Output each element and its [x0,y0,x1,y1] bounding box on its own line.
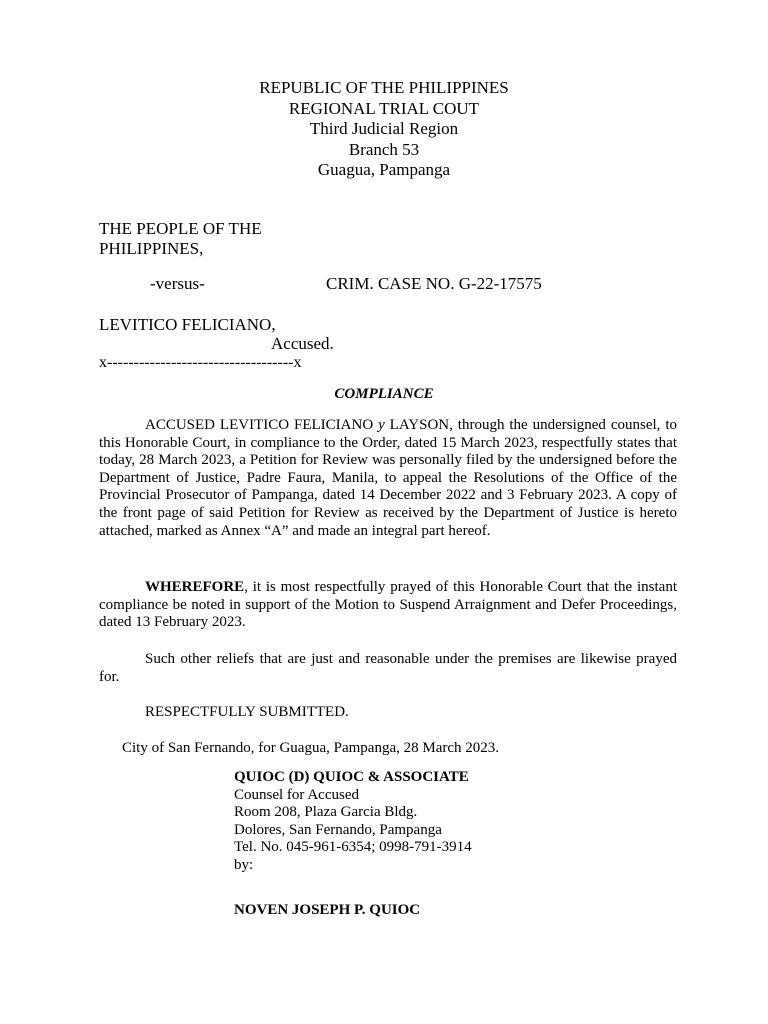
accused-name: LEVITICO FELICIANO, [99,315,276,334]
document-title: COMPLIANCE [334,386,434,402]
court-header [0,78,768,181]
address-line-1: Room 208, Plaza Garcia Bldg. [234,804,418,821]
plaintiff-line-2: PHILIPPINES, [99,239,204,258]
header-location: Guagua, Pampanga [317,160,451,179]
header-region: Third Judicial Region [309,119,459,138]
address-line-2: Dolores, San Fernando, Pampanga [234,821,442,838]
law-firm-name: QUIOC (D) QUIOC & ASSOCIATE [234,769,469,785]
versus-label: -versus- [150,274,205,293]
caption-separator: x-----------------------------------x [99,354,302,371]
accused-label: Accused. [271,334,334,353]
header-court: REGIONAL TRIAL COUT [288,98,480,118]
plaintiff-line-1: THE PEOPLE OF THE [99,219,262,238]
by-label: by: [234,856,254,873]
wherefore-label: WHEREFORE [145,579,245,595]
p1-italic: y [378,417,385,433]
signature-block [234,769,472,875]
counsel-role: Counsel for Accused [234,786,359,803]
attorney-name: NOVEN JOSEPH P. QUIOC [234,902,421,918]
p1-rest: LAYSON, through the undersigned counsel, to this Honorable Court, in compliance to the Order, dated 15 March 2023, respectfully states that today, 28 March 2023, a Petition for Review was personally filed by the undersigned before the Department of Justice, Padre Faura, Manila, to appeal the Resolutions of the Office of the Provincial Prosecutor of Pampanga, dated 14 December 2022 and 3 February 2023. A copy of the front page of said Petition for Review as received by the Department of Justice is hereto attached, marked as Annex “A” and made an integral part hereof. [99,417,677,539]
body-paragraph-3 [99,651,677,686]
body-paragraph-2 [99,579,677,632]
p1-prefix: ACCUSED LEVITICO FELICIANO [145,417,379,433]
place-and-date: City of San Fernando, for Guagua, Pampanga, 28 March 2023. [122,740,500,756]
respectfully-submitted: RESPECTFULLY SUBMITTED. [145,704,349,720]
case-number: CRIM. CASE NO. G-22-17575 [326,274,542,293]
header-branch: Branch 53 [348,139,420,159]
header-republic: REPUBLIC OF THE PHILIPPINES [259,78,509,97]
body-paragraph-1 [99,417,677,540]
p3-text: Such other reliefs that are just and reasonable under the premises are likewise prayed for. [99,651,677,685]
p2-rest: , it is most respectfully prayed of this Honorable Court that the instant compliance be noted in support of the Motion to Suspend Arraignment and Defer Proceedings, dated 13 February 2023. [99,579,677,631]
telephone-numbers: Tel. No. 045-961-6354; 0998-791-3914 [234,839,472,856]
